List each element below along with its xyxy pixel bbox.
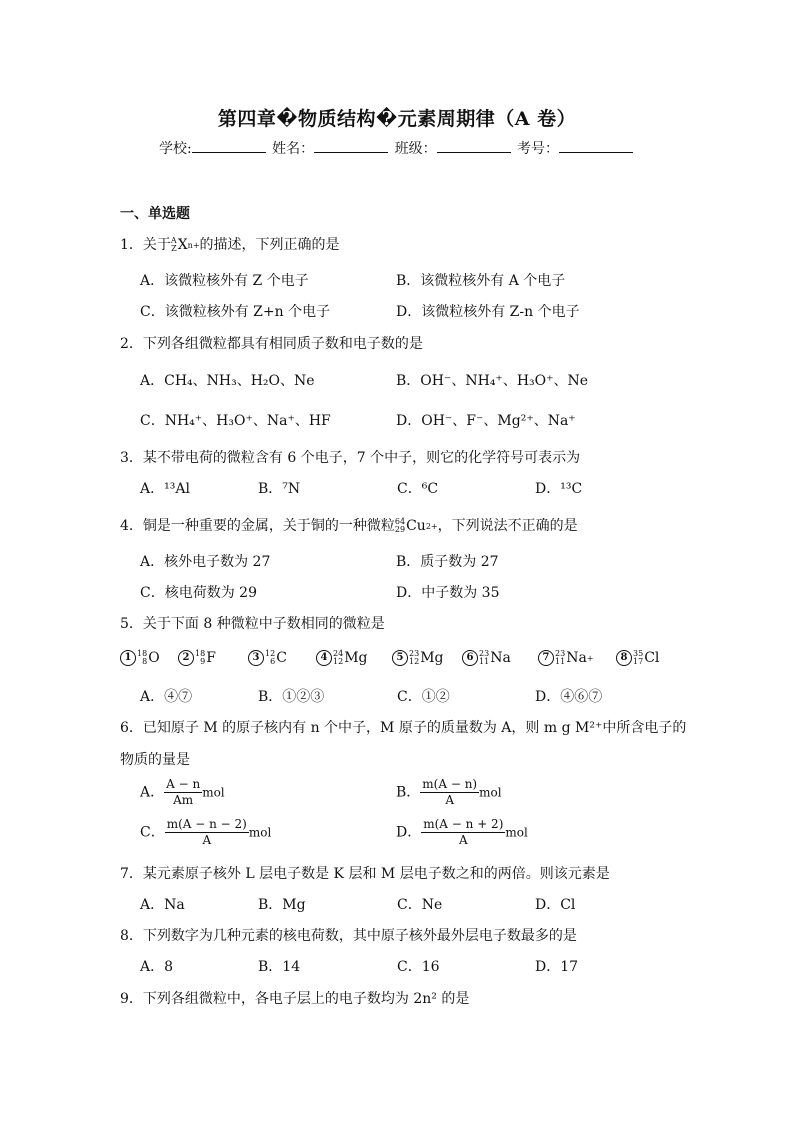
q5-nuclide	[409, 650, 443, 666]
circled-number-icon: 2	[178, 650, 194, 666]
atomic-number: 12	[333, 657, 344, 666]
q1-prefix: 1．关于	[120, 237, 171, 253]
q4-option-d[interactable]: D．中子数为 35	[396, 585, 500, 601]
q6-b-numerator: m(A − n)	[422, 777, 478, 791]
mass-number: 18	[137, 649, 148, 658]
class-blank	[437, 140, 511, 153]
q5-nuclide-item	[178, 650, 216, 666]
q3-option-a[interactable]: A．¹³Al	[140, 481, 190, 497]
element-symbol: O	[148, 650, 160, 666]
q5-nuclide-item	[462, 650, 511, 666]
q4-mass-number: 64	[394, 517, 406, 526]
name-label: 姓名：	[272, 141, 315, 157]
q1-option-b[interactable]: B．该微粒核外有 A 个电子	[396, 273, 566, 289]
q6-d-unit: mol	[505, 825, 528, 840]
q1-suffix: 的描述，下列正确的是	[199, 237, 340, 253]
atomic-number: 9	[200, 657, 206, 666]
circled-number-icon: 4	[316, 650, 332, 666]
circled-number-icon: 5	[392, 650, 408, 666]
q6-b-denominator: A	[445, 793, 455, 807]
q6-c-unit: mol	[248, 825, 272, 840]
q1-option-a[interactable]: A．该微粒核外有 Z 个电子	[140, 273, 309, 289]
element-symbol: Cl	[644, 650, 660, 666]
q5-nuclide-item	[316, 650, 367, 666]
q5-nuclide-item	[616, 650, 659, 666]
mass-number: 23	[479, 649, 490, 658]
q6-b-unit: mol	[479, 785, 502, 800]
element-symbol: C	[276, 650, 287, 666]
q6-b-label: B．	[396, 784, 421, 801]
q2-option-b[interactable]: B．OH⁻、NH₄⁺、H₃O⁺、Ne	[396, 373, 589, 389]
question-3-stem: 3．某不带电荷的微粒含有 6 个电子，7 个中子，则它的化学符号可表示为	[120, 450, 581, 466]
q1-charge: n+	[187, 240, 200, 250]
mass-number: 18	[195, 649, 206, 658]
q1-atomic-number: Z	[171, 244, 177, 253]
q6-b-fraction	[420, 777, 479, 808]
q6-c-label: C．	[140, 824, 165, 841]
q6-d-denominator: A	[458, 833, 468, 847]
q5-nuclide-item	[248, 650, 287, 666]
q5-nuclide	[479, 650, 511, 666]
q3-option-b[interactable]: B．⁷N	[258, 481, 301, 497]
q6-a-unit: mol	[202, 785, 225, 800]
student-info-line	[0, 138, 794, 158]
circled-number-icon: 1	[120, 650, 136, 666]
q4-suffix: ，下列说法不正确的是	[437, 518, 578, 534]
q1-mass-number: A	[170, 236, 177, 245]
mass-number: 12	[265, 649, 276, 658]
q5-nuclide-item	[120, 650, 160, 666]
q3-option-d[interactable]: D．¹³C	[535, 481, 583, 497]
q7-option-c[interactable]: C．Ne	[397, 897, 443, 913]
class-label: 班级：	[394, 141, 437, 157]
question-6-stem-line-1: 6．已知原子 M 的原子核内有 n 个中子，M 原子的质量数为 A，则 m g M²⁺中所含电子的	[120, 720, 687, 736]
exam-no-blank	[559, 140, 633, 153]
q7-option-b[interactable]: B．Mg	[258, 897, 306, 913]
mass-number: 23	[409, 649, 420, 658]
ion-charge: +	[586, 653, 594, 663]
question-9-stem: 9．下列各组微粒中，各电子层上的电子数均为 2n² 的是	[120, 991, 470, 1007]
q6-d-fraction	[421, 817, 505, 848]
q8-option-d[interactable]: D．17	[535, 959, 579, 975]
q6-a-label: A．	[140, 784, 165, 801]
question-6-stem-line-2: 物质的量是	[120, 752, 190, 768]
school-blank	[192, 140, 266, 153]
q6-option-c[interactable]	[140, 817, 271, 848]
mass-number: 24	[333, 649, 344, 658]
q5-option-c[interactable]: C．①②	[397, 689, 450, 705]
q6-d-numerator: m(A − n + 2)	[423, 817, 504, 831]
element-symbol: Mg	[344, 650, 368, 666]
q5-nuclide	[333, 650, 367, 666]
element-symbol: Na	[566, 650, 587, 666]
q2-option-d[interactable]: D．OH⁻、F⁻、Mg²⁺、Na⁺	[396, 413, 576, 429]
question-8-stem: 8．下列数字为几种元素的核电荷数，其中原子核外最外层电子数最多的是	[120, 928, 577, 944]
q4-charge: 2+	[425, 521, 438, 531]
mass-number: 35	[633, 649, 644, 658]
q5-nuclide-item	[538, 650, 594, 666]
q4-option-c[interactable]: C．核电荷数为 29	[140, 585, 257, 601]
q1-symbol: X	[177, 237, 188, 253]
circled-number-icon: 8	[616, 650, 632, 666]
mass-number: 23	[555, 649, 566, 658]
q1-option-d[interactable]: D．该微粒核外有 Z-n 个电子	[396, 304, 580, 320]
page-title: 第四章�物质结构�元素周期律（A 卷）	[217, 108, 577, 130]
q5-nuclide	[195, 650, 216, 666]
q1-nuclide	[171, 237, 200, 253]
q6-option-b[interactable]	[396, 777, 502, 808]
q5-nuclide-item	[392, 650, 443, 666]
q8-option-a[interactable]: A．8	[140, 959, 174, 975]
q5-nuclide	[137, 650, 160, 666]
q2-option-a[interactable]: A．CH₄、NH₃、H₂O、Ne	[140, 373, 315, 389]
q6-a-numerator: A − n	[166, 777, 201, 791]
q4-nuclide	[395, 518, 438, 534]
q6-a-fraction	[164, 777, 202, 808]
question-4-stem	[120, 515, 578, 535]
school-label: 学校:	[158, 141, 192, 157]
atomic-number: 12	[409, 657, 420, 666]
name-blank	[314, 140, 388, 153]
q6-d-label: D．	[396, 824, 422, 841]
question-5-stem: 5．关于下面 8 种微粒中子数相同的微粒是	[120, 616, 385, 632]
q6-option-d[interactable]	[396, 817, 528, 848]
q4-option-b[interactable]: B．质子数为 27	[396, 554, 499, 570]
q5-nuclide	[555, 650, 594, 666]
q2-option-c[interactable]: C．NH₄⁺、H₃O⁺、Na⁺、HF	[140, 413, 331, 429]
circled-number-icon: 7	[538, 650, 554, 666]
q5-nuclide	[633, 650, 659, 666]
q1-option-c[interactable]: C．该微粒核外有 Z+n 个电子	[140, 304, 331, 320]
q5-option-a[interactable]: A．④⑦	[140, 689, 193, 705]
exam-no-label: 考号：	[517, 141, 560, 157]
q8-option-b[interactable]: B．14	[258, 959, 301, 975]
q3-option-c[interactable]: C．⁶C	[397, 481, 439, 497]
question-2-stem: 2．下列各组微粒都具有相同质子数和电子数的是	[120, 336, 423, 352]
q7-option-d[interactable]: D．Cl	[535, 897, 576, 913]
circled-number-icon: 6	[462, 650, 478, 666]
atomic-number: 11	[555, 657, 566, 666]
q4-prefix: 4．铜是一种重要的金属，关于铜的一种微粒	[120, 518, 395, 534]
atomic-number: 17	[633, 657, 644, 666]
atomic-number: 8	[142, 657, 148, 666]
circled-number-icon: 3	[248, 650, 264, 666]
q6-option-a[interactable]	[140, 777, 225, 808]
q4-option-a[interactable]: A．核外电子数为 27	[140, 554, 271, 570]
q6-c-denominator: A	[202, 833, 212, 847]
q5-nuclide	[265, 650, 287, 666]
atomic-number: 6	[270, 657, 276, 666]
q4-atomic-number: 29	[394, 525, 406, 534]
q6-a-denominator: Am	[173, 793, 194, 807]
q7-option-a[interactable]: A．Na	[140, 897, 185, 913]
q6-c-fraction	[165, 817, 249, 848]
q5-option-d[interactable]: D．④⑥⑦	[535, 689, 603, 705]
atomic-number: 11	[479, 657, 490, 666]
section-heading: 一、单选题	[120, 206, 190, 222]
element-symbol: Mg	[420, 650, 444, 666]
element-symbol: Na	[490, 650, 511, 666]
element-symbol: F	[206, 650, 216, 666]
question-1-stem	[120, 234, 340, 254]
q8-option-c[interactable]: C．16	[397, 959, 440, 975]
q4-symbol: Cu	[406, 518, 426, 534]
q5-option-b[interactable]: B．①②③	[258, 689, 325, 705]
question-7-stem: 7．某元素原子核外 L 层电子数是 K 层和 M 层电子数之和的两倍。则该元素是	[120, 866, 610, 882]
q6-c-numerator: m(A − n − 2)	[166, 817, 247, 831]
